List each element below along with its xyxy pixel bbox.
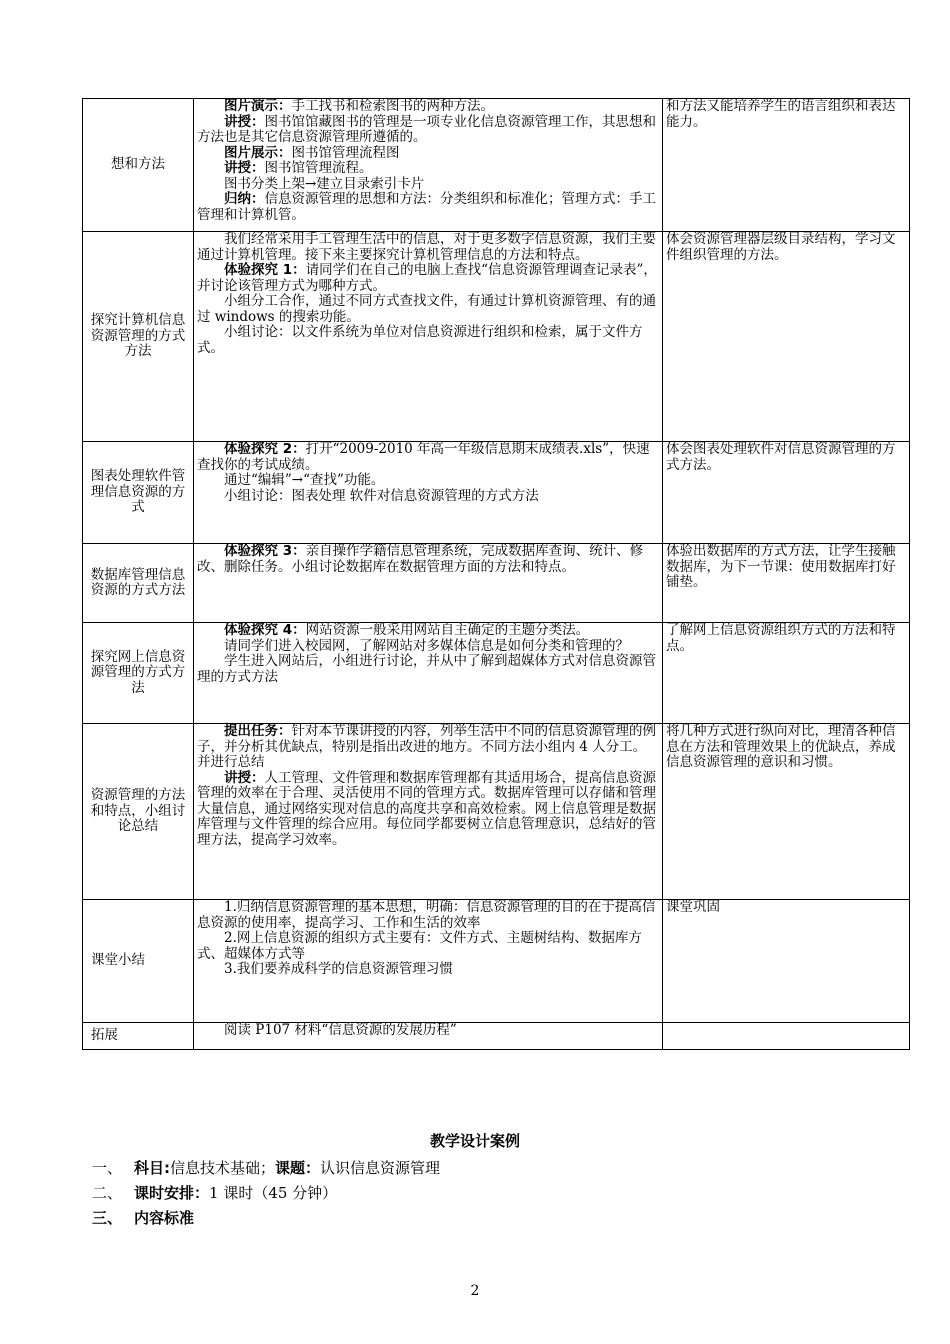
row-content-cell [194, 1023, 663, 1050]
item-schedule [92, 1182, 337, 1203]
content-paragraph [197, 654, 659, 685]
content-paragraph [197, 192, 659, 223]
paragraph-label: 讲授： [224, 113, 265, 130]
table-row [83, 232, 910, 442]
row-content-cell [194, 99, 663, 232]
content-paragraph [197, 325, 659, 356]
row-stage-cell: 图表处理软件管理信息资源的方式 [83, 442, 194, 544]
row-note-cell: 将几种方式进行纵向对比，理清各种信息在方法和管理效果上的优缺点，养成信息资源管理的意识和习惯。 [663, 724, 910, 900]
table-row [83, 623, 910, 724]
paragraph-text: 小组讨论：以文件系统为单位对信息资源进行组织和检索，属于文件方式。 [197, 324, 643, 356]
row-content-cell [194, 724, 663, 900]
row-note-cell: 了解网上信息资源组织方式的方法和特点。 [663, 623, 910, 724]
lesson-plan-table [82, 98, 910, 1050]
row-note-cell: 体会图表处理软件对信息资源管理的方式方法。 [663, 442, 910, 544]
content-paragraph [197, 623, 659, 639]
content-paragraph [197, 489, 659, 505]
table-row [83, 442, 910, 544]
table-row [83, 1023, 910, 1050]
row-stage-cell: 资源管理的方法和特点，小组讨论总结 [83, 724, 194, 900]
paragraph-text: 人工管理、文件管理和数据库管理都有其适用场合，提高信息资源管理的效率在于合理、灵活使用不同的管理方式。数据库管理可以存储和管理大量信息，通过网络实现对信息的高度共享和高效检索。网上信息管理是数据库管理与文件管理的综合应用。每位同学都要树立信息管理意识，总结好的管理方法，提高学习效率。 [197, 769, 656, 848]
page-number: 2 [470, 1283, 480, 1299]
paragraph-label: 体验探究 1： [224, 262, 306, 278]
content-paragraph [197, 232, 659, 263]
paragraph-text: 信息资源管理的思想和方法：分类组织和标准化；管理方式：手工管理和计算机管。 [197, 191, 656, 223]
content-paragraph [197, 115, 659, 146]
content-paragraph [197, 473, 659, 489]
row-note-cell: 体会资源管理器层级目录结构，学习文件组织管理的方法。 [663, 232, 910, 442]
paragraph-text: 打开“2009-2010 年高一年级信息期末成绩表.xls”，快速查找你的考试成绩。 [197, 441, 650, 473]
row-note-cell: 体验出数据库的方式方法，让学生接触数据库，为下一节课：使用数据库打好铺垫。 [663, 544, 910, 623]
content-paragraph [197, 161, 659, 177]
paragraph-text: 我们经常采用手工管理生活中的信息，对于更多数字信息资源，我们主要通过计算机管理。接下来主要探究计算机管理信息的方法和特点。 [197, 231, 656, 263]
section-title: 教学设计案例 [429, 1132, 520, 1150]
paragraph-text: 图书馆管理流程图 [291, 144, 400, 161]
item-text: 认识信息资源管理 [320, 1159, 441, 1177]
paragraph-label: 讲授： [224, 160, 265, 176]
row-stage-cell: 探究网上信息资源管理的方式方法 [83, 623, 194, 724]
paragraph-text: 学生进入网站后，小组进行讨论，并从中了解到超媒体方式对信息资源管理的方式方法 [197, 653, 656, 685]
content-paragraph [197, 771, 659, 849]
item-label: 内容标准 [134, 1209, 195, 1227]
row-stage-cell: 探究计算机信息资源管理的方式方法 [83, 232, 194, 442]
paragraph-text: 1.归纳信息资源管理的基本思想，明确：信息资源管理的目的在于提高信息资源的使用率，提高学习、工作和生活的效率 [197, 899, 656, 931]
row-note-cell [663, 1023, 910, 1050]
content-paragraph [197, 177, 659, 193]
item-label: 课时安排： [134, 1184, 210, 1202]
paragraph-text: 手工找书和检索图书的两种方法。 [291, 98, 494, 114]
paragraph-text: 亲自操作学籍信息管理系统，完成数据库查询、统计、修改、删除任务。小组讨论数据库在数据管理方面的方法和特点。 [197, 543, 644, 575]
content-paragraph [197, 263, 659, 294]
content-paragraph [197, 962, 659, 978]
table-row [83, 900, 910, 1023]
paragraph-text: 图书分类上架→建立目录索引卡片 [224, 175, 425, 192]
item-subject [92, 1157, 440, 1178]
paragraph-text: 小组分工合作，通过不同方式查找文件，有通过计算机资源管理、有的通过 windows 的搜索功能。 [197, 293, 656, 325]
paragraph-label: 图片展示： [224, 144, 292, 161]
item-number: 二、 [92, 1184, 123, 1202]
paragraph-text: 2.网上信息资源的组织方式主要有：文件方式、主题树结构、数据库方式、超媒体方式等 [197, 930, 642, 962]
paragraph-label: 体验探究 3： [224, 543, 306, 559]
paragraph-label: 归纳： [224, 191, 265, 207]
paragraph-label: 提出任务： [224, 723, 292, 739]
item-standard [92, 1207, 194, 1228]
row-stage-cell: 课堂小结 [83, 900, 194, 1023]
paragraph-text: 针对本节课讲授的内容，列举生活中不同的信息资源管理的例子，并分析其优缺点，特别是指出改进的地方。不同方法小组内 4 人分工。并进行总结 [197, 723, 656, 770]
row-content-cell [194, 232, 663, 442]
content-paragraph [197, 639, 659, 655]
table-row [83, 724, 910, 900]
paragraph-text: 小组讨论：图表处理 软件对信息资源管理的方式方法 [224, 487, 539, 504]
paragraph-label: 讲授： [224, 769, 265, 786]
content-paragraph [197, 931, 659, 962]
paragraph-label: 图片演示： [224, 98, 292, 114]
content-paragraph [197, 900, 659, 931]
item-text: 1 课时（45 分钟） [209, 1184, 338, 1202]
row-content-cell [194, 623, 663, 724]
paragraph-text: 请同学们在自己的电脑上查找“信息资源管理调查记录表”，并讨论该管理方式为哪种方式。 [197, 262, 657, 294]
content-paragraph [197, 1023, 659, 1039]
row-note-cell: 和方法又能培养学生的语言组织和表达能力。 [663, 99, 910, 232]
paragraph-label: 体验探究 2： [224, 441, 306, 457]
item-label: 科目: [134, 1159, 170, 1177]
item-text: 信息技术基础； [170, 1159, 276, 1177]
row-note-cell: 课堂巩固 [663, 900, 910, 1023]
paragraph-text: 图书馆馆藏图书的管理是一项专业化信息资源管理工作，其思想和方法也是其它信息资源管理所遵循的。 [197, 113, 656, 145]
row-stage-cell: 想和方法 [83, 99, 194, 232]
table-row [83, 99, 910, 232]
paragraph-text: 阅读 P107 材料“信息资源的发展历程” [224, 1022, 457, 1038]
paragraph-text: 请同学们进入校园网，了解网站对多媒体信息是如何分类和管理的？ [224, 637, 629, 654]
content-paragraph [197, 99, 659, 115]
item-number: 三、 [92, 1209, 123, 1227]
paragraph-text: 网站资源一般采用网站自主确定的主题分类法。 [305, 622, 590, 638]
content-paragraph [197, 442, 659, 473]
row-content-cell [194, 442, 663, 544]
content-paragraph [197, 146, 659, 162]
item-label: 课题： [275, 1159, 321, 1177]
row-stage-cell: 拓展 [83, 1023, 194, 1050]
paragraph-label: 体验探究 4： [224, 622, 306, 638]
paragraph-text: 图书馆管理流程。 [264, 160, 373, 176]
table-row [83, 544, 910, 623]
content-paragraph [197, 544, 659, 575]
content-paragraph [197, 294, 659, 325]
row-stage-cell: 数据库管理信息资源的方式方法 [83, 544, 194, 623]
content-paragraph [197, 724, 659, 771]
row-content-cell [194, 544, 663, 623]
paragraph-text: 通过“编辑”→“查找”功能。 [224, 472, 385, 488]
item-number: 一、 [92, 1159, 123, 1177]
row-content-cell [194, 900, 663, 1023]
paragraph-text: 3.我们要养成科学的信息资源管理习惯 [224, 961, 453, 977]
